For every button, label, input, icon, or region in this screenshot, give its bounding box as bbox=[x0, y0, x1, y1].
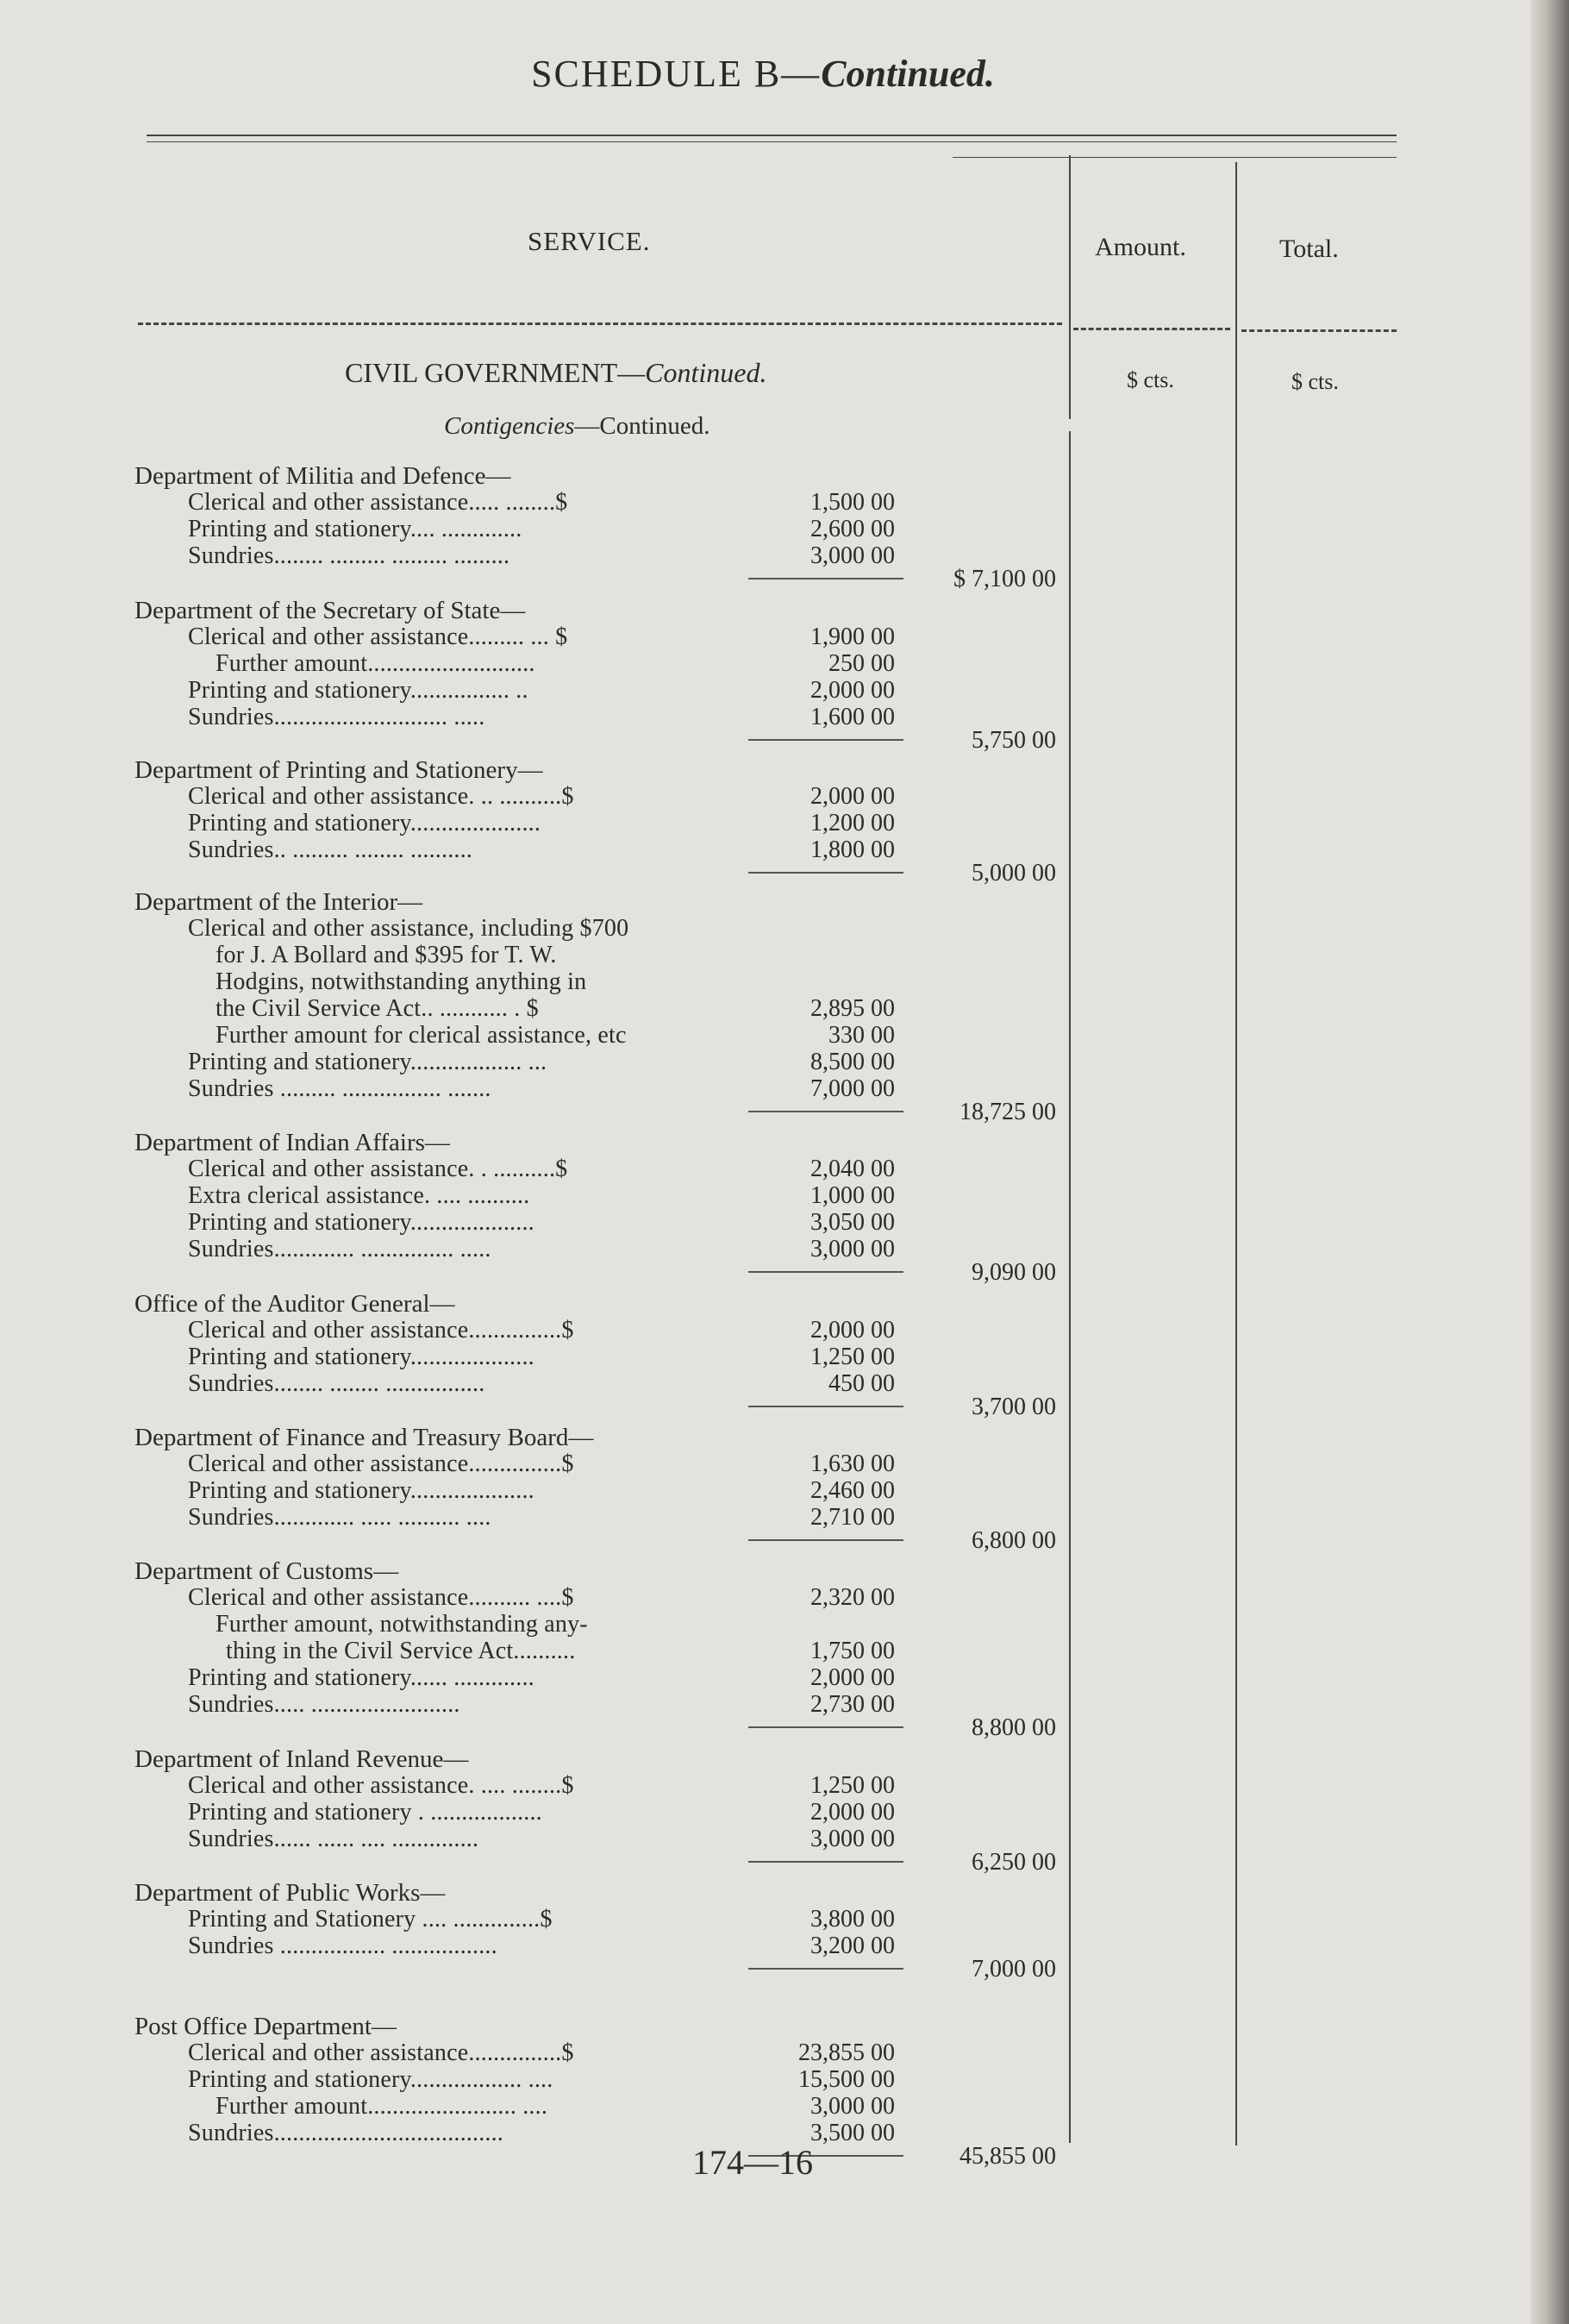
page-title bbox=[0, 52, 1526, 96]
line-item-text: Clerical and other assistance...............$ bbox=[188, 1317, 574, 1344]
department-heading: Post Office Department— bbox=[134, 2013, 397, 2040]
department-total: 18,725 00 bbox=[960, 1099, 1056, 1125]
line-item-text: Further amount, notwithstanding any- bbox=[216, 1611, 588, 1638]
line-item-amount: 3,000 00 bbox=[810, 1826, 895, 1852]
line-item-amount: 2,600 00 bbox=[810, 516, 895, 542]
line-item-text: Extra clerical assistance. .... .......... bbox=[188, 1182, 530, 1209]
line-item-text: Sundries...... ...... .... .............. bbox=[188, 1826, 479, 1852]
line-item-amount: 3,000 00 bbox=[810, 2093, 895, 2120]
section-heading bbox=[345, 357, 766, 389]
department-total: 6,800 00 bbox=[972, 1527, 1056, 1554]
line-item-amount: 1,250 00 bbox=[810, 1772, 895, 1799]
line-item-text: for J. A Bollard and $395 for T. W. bbox=[216, 942, 557, 968]
department-heading: Department of the Interior— bbox=[134, 888, 423, 916]
line-item-text: Sundries ................. ................. bbox=[188, 1932, 497, 1959]
line-item-text: Clerical and other assistance. .... ........$ bbox=[188, 1772, 574, 1799]
line-item-text: Clerical and other assistance. .. ..........$ bbox=[188, 783, 574, 810]
line-item-text: Sundries............. ..... .......... .... bbox=[188, 1504, 491, 1531]
header-rule-amount bbox=[1073, 328, 1230, 330]
line-item-text: Sundries........ ........ ................ bbox=[188, 1370, 485, 1397]
line-item-text: Printing and stationery................ .. bbox=[188, 677, 528, 704]
line-item-text: Sundries.. ......... ........ .......... bbox=[188, 836, 472, 863]
line-item-amount: 450 00 bbox=[828, 1370, 895, 1397]
header-rule-total bbox=[1241, 329, 1397, 332]
line-item-amount: 7,000 00 bbox=[810, 1075, 895, 1102]
column-divider-1-header bbox=[1069, 155, 1071, 419]
line-item-amount: 1,000 00 bbox=[810, 1182, 895, 1209]
line-item-text: Printing and Stationery .... ..............$ bbox=[188, 1906, 553, 1932]
line-item-text: Printing and stationery..................... bbox=[188, 810, 541, 836]
line-item-amount: 3,500 00 bbox=[810, 2120, 895, 2146]
header-rule-sub bbox=[953, 157, 1397, 158]
line-item-text: Further amount........................... bbox=[216, 650, 535, 677]
line-item-text: Clerical and other assistance..... ........$ bbox=[188, 489, 568, 516]
department-heading: Department of Finance and Treasury Board— bbox=[134, 1424, 594, 1451]
line-item-amount: 2,730 00 bbox=[810, 1691, 895, 1718]
line-item-text: Printing and stationery.................... bbox=[188, 1344, 534, 1370]
department-heading: Department of Printing and Stationery— bbox=[134, 756, 543, 784]
subheading-rest: —Continued. bbox=[574, 412, 710, 440]
amount-header: Amount. bbox=[1095, 233, 1186, 261]
line-item-amount: 1,750 00 bbox=[810, 1638, 895, 1664]
line-item-amount: 3,200 00 bbox=[810, 1932, 895, 1959]
page-number: 174—16 bbox=[692, 2143, 813, 2182]
department-total: 9,090 00 bbox=[972, 1259, 1056, 1286]
line-item-text: Sundries............. ............... ..... bbox=[188, 1236, 491, 1262]
line-item-text: Clerical and other assistance...............$ bbox=[188, 2039, 574, 2066]
title-main: SCHEDULE B— bbox=[531, 53, 822, 95]
service-header: SERVICE. bbox=[528, 226, 651, 256]
line-item-text: thing in the Civil Service Act.......... bbox=[226, 1638, 576, 1664]
department-total: 6,250 00 bbox=[972, 1849, 1056, 1876]
line-item-text: Printing and stationery.................... bbox=[188, 1209, 534, 1236]
line-item-text: Further amount........................ .... bbox=[216, 2093, 548, 2120]
header-rule-service bbox=[138, 323, 1062, 325]
line-item-text: Sundries ......... ................ ....... bbox=[188, 1075, 491, 1102]
line-item-amount: 250 00 bbox=[828, 650, 895, 677]
line-item-text: Sundries..................................... bbox=[188, 2120, 503, 2146]
department-total: 45,855 00 bbox=[960, 2143, 1056, 2170]
line-item-amount: 2,000 00 bbox=[810, 1664, 895, 1691]
line-item-amount: 330 00 bbox=[828, 1022, 895, 1049]
line-item-text: Further amount for clerical assistance, etc bbox=[216, 1022, 627, 1049]
line-item-amount: 2,460 00 bbox=[810, 1477, 895, 1504]
department-heading: Department of Indian Affairs— bbox=[134, 1129, 450, 1156]
line-item-amount: 1,800 00 bbox=[810, 836, 895, 863]
department-heading: Department of Inland Revenue— bbox=[134, 1745, 469, 1773]
department-total: $ 7,100 00 bbox=[953, 566, 1056, 592]
line-item-amount: 2,710 00 bbox=[810, 1504, 895, 1531]
column-divider-1 bbox=[1069, 431, 1071, 2143]
subheading-italic: Contigencies bbox=[444, 412, 575, 440]
line-item-amount: 1,630 00 bbox=[810, 1450, 895, 1477]
line-item-amount: 1,900 00 bbox=[810, 623, 895, 650]
line-item-text: Sundries............................ ..... bbox=[188, 704, 485, 730]
line-item-text: Sundries........ ......... ......... ......... bbox=[188, 542, 510, 569]
department-total: 7,000 00 bbox=[972, 1956, 1056, 1983]
line-item-text: Printing and stationery...... ............. bbox=[188, 1664, 534, 1691]
line-item-amount: 1,250 00 bbox=[810, 1344, 895, 1370]
line-item-text: Clerical and other assistance.......... ....$ bbox=[188, 1584, 574, 1611]
line-item-amount: 3,000 00 bbox=[810, 1236, 895, 1262]
line-item-text: Hodgins, notwithstanding anything in bbox=[216, 968, 587, 995]
line-item-text: Sundries..... ........................ bbox=[188, 1691, 460, 1718]
line-item-amount: 1,500 00 bbox=[810, 489, 895, 516]
department-total: 5,750 00 bbox=[972, 727, 1056, 754]
department-total: 8,800 00 bbox=[972, 1714, 1056, 1741]
total-units: $ cts. bbox=[1291, 369, 1339, 394]
line-item-text: Clerical and other assistance, including $700 bbox=[188, 915, 629, 942]
department-heading: Department of the Secretary of State— bbox=[134, 597, 526, 624]
department-heading: Department of Public Works— bbox=[134, 1879, 446, 1907]
department-heading: Department of Customs— bbox=[134, 1557, 399, 1585]
title-italic: Continued. bbox=[821, 53, 995, 95]
line-item-amount: 3,050 00 bbox=[810, 1209, 895, 1236]
line-item-amount: 8,500 00 bbox=[810, 1049, 895, 1075]
header-rule-top-thin bbox=[147, 141, 1397, 142]
line-item-text: Printing and stationery.................... bbox=[188, 1477, 534, 1504]
line-item-amount: 2,040 00 bbox=[810, 1156, 895, 1182]
line-item-amount: 3,800 00 bbox=[810, 1906, 895, 1932]
line-item-text: Printing and stationery.... ............. bbox=[188, 516, 522, 542]
line-item-text: Printing and stationery.................. .... bbox=[188, 2066, 553, 2093]
line-item-amount: 2,000 00 bbox=[810, 783, 895, 810]
department-total: 5,000 00 bbox=[972, 860, 1056, 886]
line-item-text: Clerical and other assistance. . ..........$ bbox=[188, 1156, 568, 1182]
department-heading: Office of the Auditor General— bbox=[134, 1290, 455, 1318]
section-heading-text: CIVIL GOVERNMENT— bbox=[345, 357, 646, 388]
line-item-amount: 2,320 00 bbox=[810, 1584, 895, 1611]
line-item-amount: 1,600 00 bbox=[810, 704, 895, 730]
line-item-amount: 23,855 00 bbox=[798, 2039, 895, 2066]
line-item-amount: 2,000 00 bbox=[810, 1317, 895, 1344]
header-rule-top bbox=[147, 135, 1397, 136]
section-heading-italic: Continued. bbox=[645, 357, 767, 388]
section-subheading bbox=[444, 412, 710, 441]
total-header: Total. bbox=[1279, 235, 1339, 263]
department-total: 3,700 00 bbox=[972, 1394, 1056, 1420]
department-heading: Department of Militia and Defence— bbox=[134, 462, 511, 490]
line-item-text: the Civil Service Act.. ........... . $ bbox=[216, 995, 539, 1022]
line-item-amount: 15,500 00 bbox=[798, 2066, 895, 2093]
column-divider-2 bbox=[1235, 162, 1237, 2145]
line-item-text: Printing and stationery.................. ... bbox=[188, 1049, 547, 1075]
line-item-text: Clerical and other assistance......... ... $ bbox=[188, 623, 568, 650]
amount-units: $ cts. bbox=[1127, 367, 1174, 392]
line-item-text: Clerical and other assistance...............$ bbox=[188, 1450, 574, 1477]
line-item-text: Printing and stationery . .................. bbox=[188, 1799, 542, 1826]
line-item-amount: 2,000 00 bbox=[810, 1799, 895, 1826]
line-item-amount: 2,000 00 bbox=[810, 677, 895, 704]
line-item-amount: 2,895 00 bbox=[810, 995, 895, 1022]
line-item-amount: 1,200 00 bbox=[810, 810, 895, 836]
book-spine-shadow bbox=[1531, 0, 1569, 2324]
line-item-amount: 3,000 00 bbox=[810, 542, 895, 569]
